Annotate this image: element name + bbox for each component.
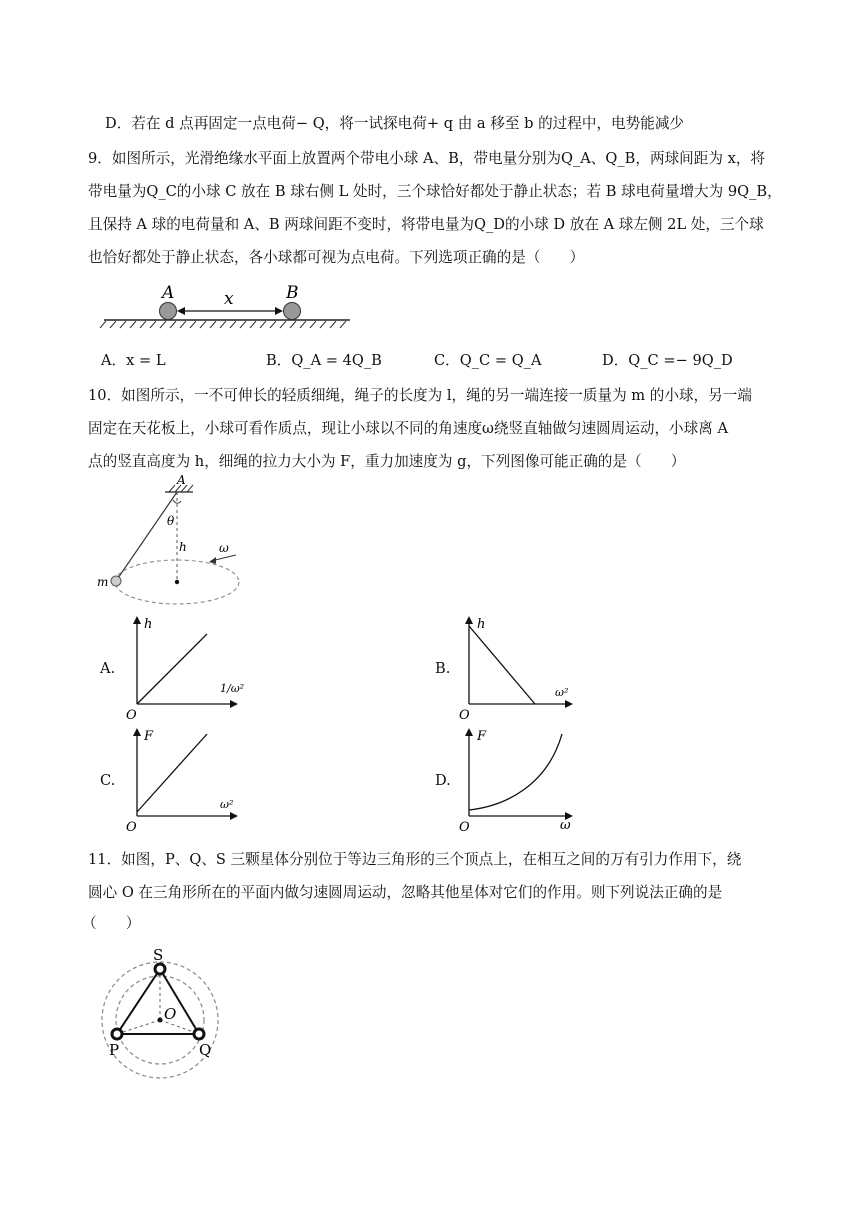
- q8-option-d: D．若在 d 点再固定一点电荷− Q，将一试探电荷+ q 由 a 移至 b 的过程中，电势能减少: [105, 115, 685, 132]
- q9-option-a: A．x = L: [101, 352, 166, 369]
- graph-d-curve: [469, 734, 562, 810]
- graph-c-origin: O: [126, 820, 137, 835]
- graph-c-label: C.: [100, 772, 116, 789]
- graph-d: [455, 724, 585, 834]
- label-b: B: [286, 283, 299, 303]
- q11-line-2: 圆心 O 在三角形所在的平面内做匀速圆周运动，忽略其他星体对它们的作用。则下列说法正确的是: [88, 884, 723, 901]
- graph-a-curve: [137, 634, 207, 704]
- q9-line-4: 也恰好都处于静止状态，各小球都可视为点电荷。下列选项正确的是（ ）: [88, 249, 585, 266]
- label-pivot: A: [177, 473, 186, 487]
- graph-d-origin: O: [459, 820, 470, 835]
- graph-c-ylabel: F: [144, 729, 154, 744]
- q9-figure: [100, 280, 360, 340]
- q10-line-1: 10．如图所示，一不可伸长的轻质细绳，绳子的长度为 l，绳的另一端连接一质量为 m 的小球，另一端: [88, 387, 752, 404]
- graph-c-curve: [137, 734, 207, 812]
- ball-b: [284, 303, 301, 320]
- q9-line-3: 且保持 A 球的电荷量和 A、B 两球间距不变时，将带电量为Q_D的小球 D 放在 A 球左侧 2L 处，三个球: [88, 216, 764, 233]
- ball-a: [160, 303, 177, 320]
- q10-line-2: 固定在天花板上，小球可看作质点，现让小球以不同的角速度ω绕竖直轴做匀速圆周运动，小球离 A: [88, 420, 729, 437]
- graph-a-label: A.: [100, 660, 116, 677]
- label-q: Q: [199, 1041, 212, 1059]
- graph-d-label: D.: [435, 772, 451, 789]
- q10-pendulum-figure: [95, 474, 275, 609]
- graph-c-xlabel: ω²: [220, 798, 234, 811]
- pendulum-ball: [111, 576, 121, 586]
- label-omega: ω: [219, 541, 229, 555]
- q9-option-b: B．Q_A = 4Q_B: [266, 352, 382, 369]
- q9-line-2: 带电量为Q_C的小球 C 放在 B 球右侧 L 处时，三个球恰好都处于静止状态；若 B 球电荷量增大为 9Q_B，: [88, 183, 782, 200]
- q11-line-3: （ ）: [82, 915, 141, 932]
- q9-option-c: C．Q_C = Q_A: [434, 352, 542, 369]
- label-a: A: [162, 283, 175, 303]
- graph-a-ylabel: h: [144, 617, 153, 632]
- graph-c: [120, 724, 250, 834]
- star-s: [155, 964, 165, 974]
- q11-figure: [98, 944, 228, 1064]
- q10-line-3: 点的竖直高度为 h，细绳的拉力大小为 F，重力加速度为 g，下列图像可能正确的是（ ）: [88, 453, 686, 470]
- graph-b: [455, 612, 585, 722]
- graph-b-origin: O: [459, 708, 470, 723]
- label-p: P: [109, 1041, 120, 1059]
- label-m: m: [97, 575, 109, 589]
- label-x: x: [224, 289, 234, 309]
- label-theta: θ: [167, 514, 175, 528]
- graph-d-xlabel: ω: [560, 818, 571, 833]
- graph-a-origin: O: [126, 708, 137, 723]
- graph-b-xlabel: ω²: [555, 686, 569, 699]
- graph-d-ylabel: F: [477, 729, 487, 744]
- graph-b-ylabel: h: [477, 617, 486, 632]
- q11-line-1: 11．如图，P、Q、S 三颗星体分别位于等边三角形的三个顶点上，在相互之间的万有引力作用下，绕: [88, 851, 742, 868]
- q9-option-d: D．Q_C =− 9Q_D: [602, 352, 733, 369]
- label-h: h: [179, 540, 187, 554]
- graph-a-xlabel: 1/ω²: [220, 682, 245, 695]
- graph-b-curve: [469, 626, 535, 704]
- graph-a: [120, 612, 250, 722]
- star-p: [112, 1029, 122, 1039]
- label-o: O: [164, 1005, 177, 1023]
- label-s: S: [153, 946, 164, 964]
- q9-line-1: 9．如图所示，光滑绝缘水平面上放置两个带电小球 A、B，带电量分别为Q_A、Q_B，两球间距为 x，将: [88, 150, 766, 167]
- star-q: [194, 1029, 204, 1039]
- graph-b-label: B.: [435, 660, 451, 677]
